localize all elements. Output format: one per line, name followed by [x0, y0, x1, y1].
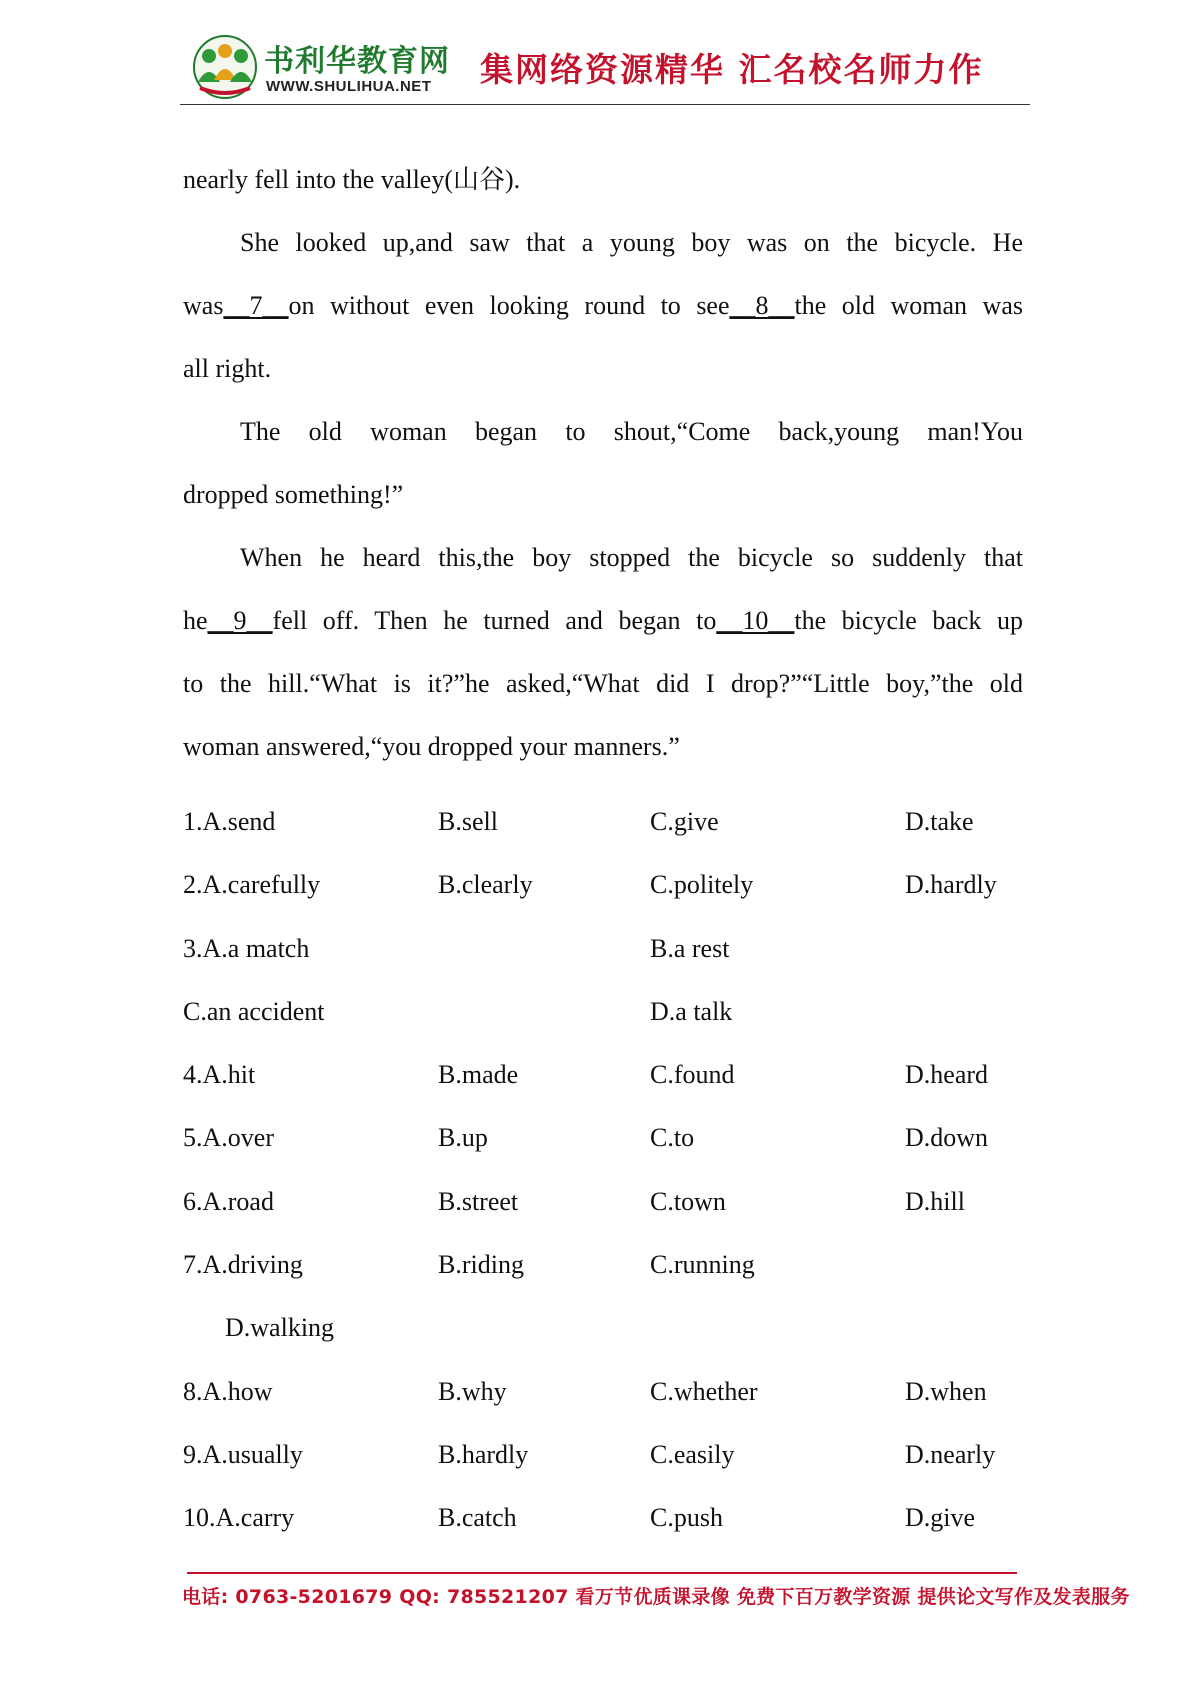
- option-d: D.down: [905, 1123, 989, 1153]
- option-d: D.heard: [905, 1060, 989, 1090]
- blank-8: __8__: [729, 291, 795, 320]
- passage-line: [183, 274, 1023, 337]
- option-d: D.when: [905, 1376, 987, 1406]
- logo-text: 书利华教育网: [264, 44, 450, 79]
- header-slogan: 集网络资源精华 汇名校名师力作: [480, 50, 984, 89]
- question-row-9: [183, 1423, 1023, 1486]
- passage-line: When he heard this,the boy stopped the bicycle so suddenly that: [240, 543, 1023, 572]
- option-b: B.sell: [438, 807, 498, 836]
- option-b: B.clearly: [438, 870, 533, 900]
- question-row-10: [183, 1486, 1023, 1549]
- question-row-3: [183, 917, 1023, 980]
- footer-divider: [187, 1572, 1017, 1574]
- passage-line: She looked up,and saw that a young boy was on the bicycle. He: [240, 228, 1023, 257]
- question-row-5: [183, 1106, 1023, 1169]
- passage-text: fell off. Then he turned and began to: [272, 606, 717, 635]
- option-a: 7.A.driving: [183, 1250, 303, 1280]
- question-row-3-cont: [183, 980, 1023, 1043]
- option-a: 4.A.hit: [183, 1060, 256, 1090]
- question-row-7: [183, 1233, 1023, 1296]
- footer-contact: 电话: 0763-5201679 QQ: 785521207 看万节优质课录像 免费下百万教学资源 提供论文写作及发表服务: [182, 1586, 1130, 1608]
- option-a: 8.A.how: [183, 1376, 273, 1406]
- passage-text: was: [183, 291, 224, 320]
- option-b: B.why: [438, 1376, 507, 1406]
- option-d: D.walking: [225, 1313, 335, 1343]
- passage-line: nearly fell into the valley(山谷).: [183, 165, 521, 194]
- option-a: 3.A.a match: [183, 933, 310, 963]
- passage-line: to the hill.“What is it?”he asked,“What did I drop?”“Little boy,”the old: [183, 669, 1023, 698]
- question-row-6: [183, 1170, 1023, 1233]
- passage-text: on without even looking round to see: [288, 291, 730, 320]
- option-d: D.hardly: [905, 870, 997, 900]
- answer-options: [183, 790, 1023, 1550]
- passage-line: dropped something!”: [183, 480, 404, 509]
- option-a: 6.A.road: [183, 1186, 274, 1216]
- question-row-7-cont: [183, 1296, 1023, 1359]
- option-d: D.nearly: [905, 1439, 996, 1469]
- option-a: 2.A.carefully: [183, 870, 321, 900]
- option-c: C.an accident: [183, 996, 325, 1026]
- option-a: 1.A.send: [183, 807, 276, 836]
- passage-line: all right.: [183, 354, 272, 383]
- passage-line: woman answered,“you dropped your manners.”: [183, 732, 680, 761]
- option-c: C.running: [650, 1250, 755, 1280]
- option-c: C.give: [650, 807, 719, 836]
- option-c: C.whether: [650, 1376, 758, 1406]
- option-d: D.a talk: [650, 996, 733, 1026]
- option-c: C.to: [650, 1123, 695, 1153]
- question-row-8: [183, 1360, 1023, 1423]
- question-row-1: [183, 790, 1023, 853]
- option-b: B.made: [438, 1060, 519, 1090]
- logo-url: WWW.SHULIHUA.NET: [266, 78, 432, 95]
- blank-7: __7__: [223, 291, 289, 320]
- option-c: C.found: [650, 1060, 735, 1090]
- option-c: C.politely: [650, 870, 754, 900]
- header-divider: [180, 104, 1030, 105]
- people-logo-icon: [192, 34, 258, 100]
- option-b: B.riding: [438, 1250, 524, 1280]
- option-b: B.up: [438, 1123, 488, 1153]
- option-c: C.town: [650, 1186, 726, 1216]
- option-d: D.take: [905, 807, 974, 836]
- page-header: [180, 30, 1030, 108]
- option-b: B.hardly: [438, 1439, 529, 1469]
- passage-text: the bicycle back up: [794, 606, 1023, 635]
- passage-text: he: [183, 606, 208, 635]
- option-b: B.a rest: [650, 933, 730, 963]
- option-d: D.give: [905, 1503, 976, 1533]
- option-a: 9.A.usually: [183, 1439, 303, 1469]
- option-b: B.street: [438, 1186, 519, 1216]
- passage-line: The old woman began to shout,“Come back,young man!You: [240, 417, 1023, 446]
- option-c: C.push: [650, 1503, 723, 1533]
- option-d: D.hill: [905, 1186, 965, 1216]
- blank-9: __9__: [207, 606, 273, 635]
- option-a: 5.A.over: [183, 1123, 274, 1153]
- option-a: 10.A.carry: [183, 1503, 295, 1533]
- blank-10: __10__: [716, 606, 795, 635]
- question-row-2: [183, 853, 1023, 916]
- passage: [183, 148, 1023, 778]
- question-row-4: [183, 1043, 1023, 1106]
- option-c: C.easily: [650, 1439, 735, 1469]
- passage-line: [183, 589, 1023, 652]
- option-b: B.catch: [438, 1503, 517, 1533]
- passage-text: the old woman was: [794, 291, 1023, 320]
